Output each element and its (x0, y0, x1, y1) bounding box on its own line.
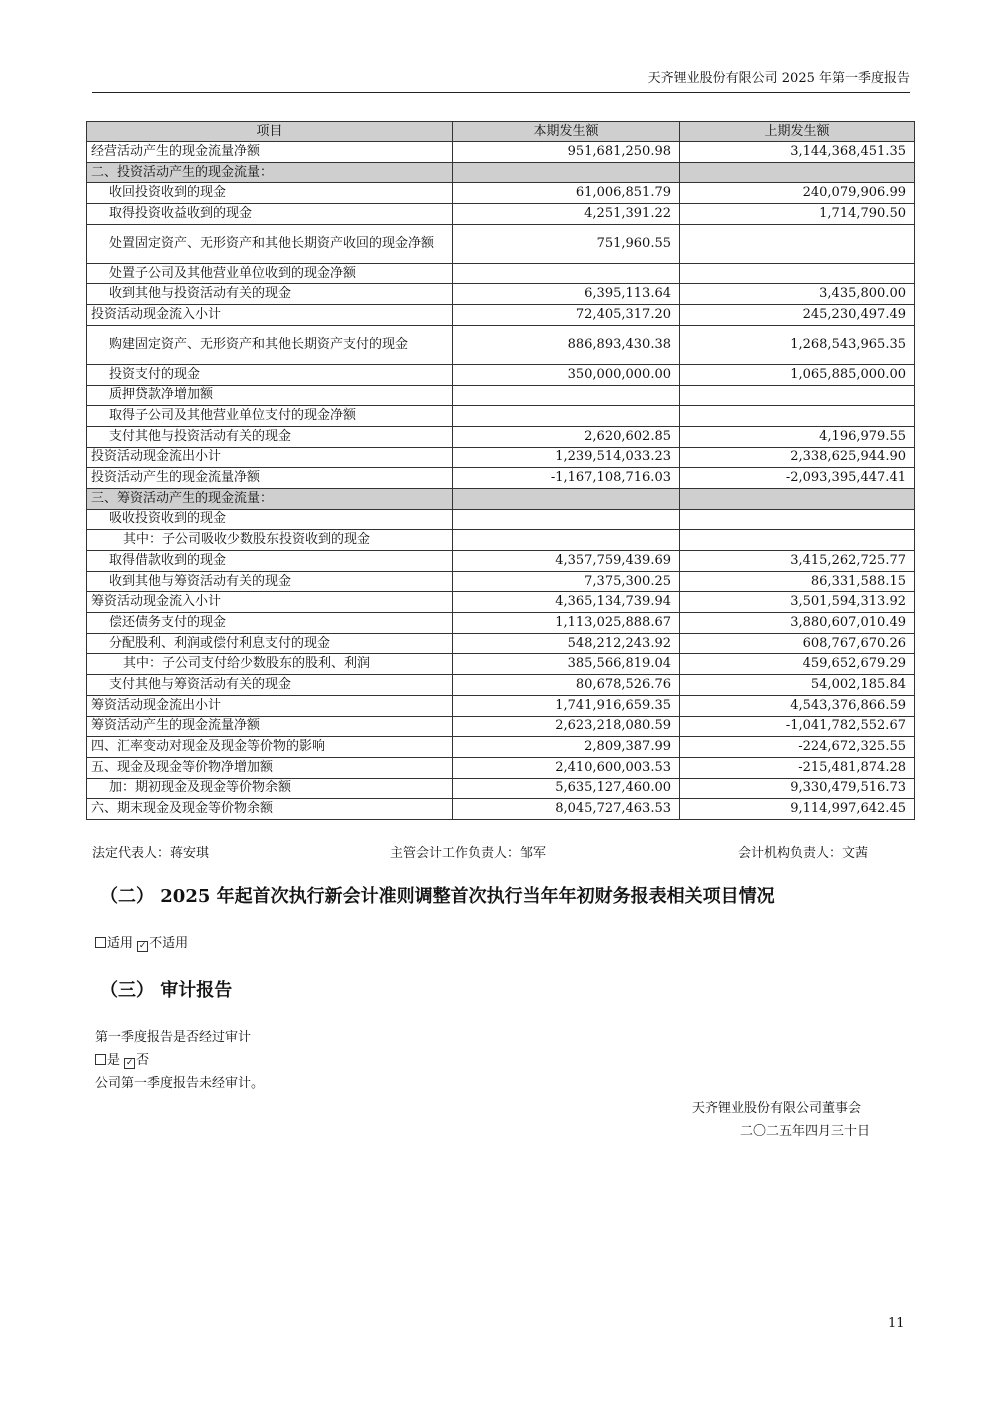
table-body (87, 142, 915, 820)
current-period-value: 2,623,218,080.59 (453, 716, 680, 737)
checked-box-icon: ✓ (125, 1058, 134, 1068)
row-label: 三、筹资活动产生的现金流量： (87, 488, 453, 509)
current-period-value: 385,566,819.04 (453, 654, 680, 675)
table-row (87, 613, 915, 634)
table-row (87, 530, 915, 551)
accounting-dept-head: 会计机构负责人：文茜 (738, 846, 869, 861)
previous-period-value: -2,093,395,447.41 (680, 468, 915, 489)
row-label: 分配股利、利润或偿付利息支付的现金 (87, 633, 453, 654)
previous-period-value (680, 385, 915, 406)
table-row (87, 325, 915, 364)
row-label: 投资活动现金流入小计 (87, 305, 453, 326)
row-label: 筹资活动现金流入小计 (87, 592, 453, 613)
previous-period-value (680, 406, 915, 427)
row-label: 取得子公司及其他营业单位支付的现金净额 (87, 406, 453, 427)
current-period-value: 2,620,602.85 (453, 426, 680, 447)
previous-period-value: 4,543,376,866.59 (680, 695, 915, 716)
current-period-value: 2,410,600,003.53 (453, 757, 680, 778)
current-period-value: 5,635,127,460.00 (453, 778, 680, 799)
previous-period-value: 1,065,885,000.00 (680, 364, 915, 385)
previous-period-value: 54,002,185.84 (680, 675, 915, 696)
current-period-value: 1,113,025,888.67 (453, 613, 680, 634)
row-label: 处置子公司及其他营业单位收到的现金净额 (87, 263, 453, 284)
row-label: 投资活动产生的现金流量净额 (87, 468, 453, 489)
section-2-options (95, 932, 188, 952)
previous-period-value: 9,114,997,642.45 (680, 799, 915, 820)
option-yes: 是 (107, 1053, 121, 1068)
row-label: 五、现金及现金等价物净增加额 (87, 757, 453, 778)
previous-period-value: 3,435,800.00 (680, 284, 915, 305)
previous-period-value: 3,501,594,313.92 (680, 592, 915, 613)
table-row (87, 406, 915, 427)
previous-period-value: 245,230,497.49 (680, 305, 915, 326)
current-period-value: 72,405,317.20 (453, 305, 680, 326)
row-label: 其中：子公司支付给少数股东的股利、利润 (87, 654, 453, 675)
row-label: 收回投资收到的现金 (87, 183, 453, 204)
previous-period-value: 2,338,625,944.90 (680, 447, 915, 468)
table-row (87, 183, 915, 204)
table-row (87, 778, 915, 799)
column-header-previous: 上期发生额 (680, 122, 915, 142)
previous-period-value: 1,268,543,965.35 (680, 325, 915, 364)
row-label: 处置固定资产、无形资产和其他长期资产收回的现金净额 (87, 224, 453, 263)
previous-period-value: 86,331,588.15 (680, 571, 915, 592)
previous-period-value (680, 263, 915, 284)
current-period-value: 4,365,134,739.94 (453, 592, 680, 613)
row-label: 支付其他与投资活动有关的现金 (87, 426, 453, 447)
table-row (87, 509, 915, 530)
previous-period-value (680, 509, 915, 530)
audit-question: 第一季度报告是否经过审计 (95, 1030, 252, 1045)
row-label: 收到其他与筹资活动有关的现金 (87, 571, 453, 592)
current-period-value: 80,678,526.76 (453, 675, 680, 696)
previous-period-value: 4,196,979.55 (680, 426, 915, 447)
table-row (87, 737, 915, 758)
current-period-value (453, 509, 680, 530)
previous-period-value: 459,652,679.29 (680, 654, 915, 675)
row-label: 四、汇率变动对现金及现金等价物的影响 (87, 737, 453, 758)
table-row (87, 592, 915, 613)
current-period-value: -1,167,108,716.03 (453, 468, 680, 489)
table-row (87, 468, 915, 489)
current-period-value: 1,239,514,033.23 (453, 447, 680, 468)
unchecked-box-icon (95, 1054, 106, 1065)
table-row (87, 757, 915, 778)
table-row (87, 716, 915, 737)
audit-options (95, 1049, 149, 1069)
table-row (87, 551, 915, 572)
previous-period-value (680, 224, 915, 263)
table-row (87, 571, 915, 592)
current-period-value (453, 488, 680, 509)
previous-period-value: -215,481,874.28 (680, 757, 915, 778)
previous-period-value: -1,041,782,552.67 (680, 716, 915, 737)
current-period-value: 886,893,430.38 (453, 325, 680, 364)
row-label: 筹资活动产生的现金流量净额 (87, 716, 453, 737)
current-period-value (453, 406, 680, 427)
report-date: 二〇二五年四月三十日 (740, 1124, 871, 1139)
option-not-applicable: 不适用 (149, 936, 189, 951)
company-board: 天齐锂业股份有限公司董事会 (692, 1101, 862, 1116)
row-label: 取得投资收益收到的现金 (87, 204, 453, 225)
previous-period-value: 3,144,368,451.35 (680, 142, 915, 163)
table-row (87, 204, 915, 225)
current-period-value: 4,357,759,439.69 (453, 551, 680, 572)
current-period-value: 350,000,000.00 (453, 364, 680, 385)
column-header-current: 本期发生额 (453, 122, 680, 142)
audit-statement: 公司第一季度报告未经审计。 (95, 1076, 265, 1091)
row-label: 筹资活动现金流出小计 (87, 695, 453, 716)
current-period-value (453, 530, 680, 551)
table-row (87, 305, 915, 326)
current-period-value: 8,045,727,463.53 (453, 799, 680, 820)
row-label: 质押贷款净增加额 (87, 385, 453, 406)
current-period-value (453, 162, 680, 183)
current-period-value (453, 385, 680, 406)
previous-period-value (680, 530, 915, 551)
row-label: 吸收投资收到的现金 (87, 509, 453, 530)
table-row (87, 385, 915, 406)
table-row (87, 284, 915, 305)
section-2-title: （二） 2025 年起首次执行新会计准则调整首次执行当年年初财务报表相关项目情况 (100, 886, 775, 907)
table-row (87, 447, 915, 468)
current-period-value: 951,681,250.98 (453, 142, 680, 163)
previous-period-value (680, 162, 915, 183)
page-number: 11 (888, 1316, 905, 1331)
row-label: 取得借款收到的现金 (87, 551, 453, 572)
current-period-value: 548,212,243.92 (453, 633, 680, 654)
legal-representative: 法定代表人：蒋安琪 (92, 846, 210, 861)
table-row (87, 142, 915, 163)
signature-row (92, 842, 892, 862)
row-label: 二、投资活动产生的现金流量： (87, 162, 453, 183)
checked-box-icon: ✓ (138, 941, 147, 951)
table-header-row (87, 122, 915, 142)
current-period-value: 751,960.55 (453, 224, 680, 263)
previous-period-value (680, 488, 915, 509)
column-header-item: 项目 (87, 122, 453, 142)
current-period-value: 4,251,391.22 (453, 204, 680, 225)
row-label: 加：期初现金及现金等价物余额 (87, 778, 453, 799)
table-row (87, 263, 915, 284)
row-label: 偿还债务支付的现金 (87, 613, 453, 634)
previous-period-value: 608,767,670.26 (680, 633, 915, 654)
row-label: 支付其他与筹资活动有关的现金 (87, 675, 453, 696)
previous-period-value: 9,330,479,516.73 (680, 778, 915, 799)
table-row (87, 162, 915, 183)
row-label: 投资支付的现金 (87, 364, 453, 385)
table-row (87, 654, 915, 675)
table-row (87, 799, 915, 820)
current-period-value: 61,006,851.79 (453, 183, 680, 204)
current-period-value: 1,741,916,659.35 (453, 695, 680, 716)
previous-period-value: -224,672,325.55 (680, 737, 915, 758)
table-row (87, 426, 915, 447)
cash-flow-table (86, 121, 915, 820)
current-period-value: 7,375,300.25 (453, 571, 680, 592)
row-label: 收到其他与投资活动有关的现金 (87, 284, 453, 305)
row-label: 购建固定资产、无形资产和其他长期资产支付的现金 (87, 325, 453, 364)
current-period-value: 2,809,387.99 (453, 737, 680, 758)
page-header: 天齐锂业股份有限公司 2025 年第一季度报告 (92, 70, 910, 93)
accounting-head: 主管会计工作负责人：邹军 (390, 846, 547, 861)
row-label: 六、期末现金及现金等价物余额 (87, 799, 453, 820)
previous-period-value: 3,415,262,725.77 (680, 551, 915, 572)
previous-period-value: 3,880,607,010.49 (680, 613, 915, 634)
unchecked-box-icon (95, 937, 106, 948)
previous-period-value: 1,714,790.50 (680, 204, 915, 225)
row-label: 投资活动现金流出小计 (87, 447, 453, 468)
row-label: 其中：子公司吸收少数股东投资收到的现金 (87, 530, 453, 551)
row-label: 经营活动产生的现金流量净额 (87, 142, 453, 163)
current-period-value: 6,395,113.64 (453, 284, 680, 305)
table-row (87, 695, 915, 716)
table-row (87, 675, 915, 696)
current-period-value (453, 263, 680, 284)
table-row (87, 488, 915, 509)
option-applicable: 适用 (107, 936, 134, 951)
option-no: 否 (136, 1053, 150, 1068)
table-row (87, 364, 915, 385)
previous-period-value: 240,079,906.99 (680, 183, 915, 204)
table-row (87, 633, 915, 654)
section-3-title: （三） 审计报告 (100, 980, 233, 1001)
table-row (87, 224, 915, 263)
